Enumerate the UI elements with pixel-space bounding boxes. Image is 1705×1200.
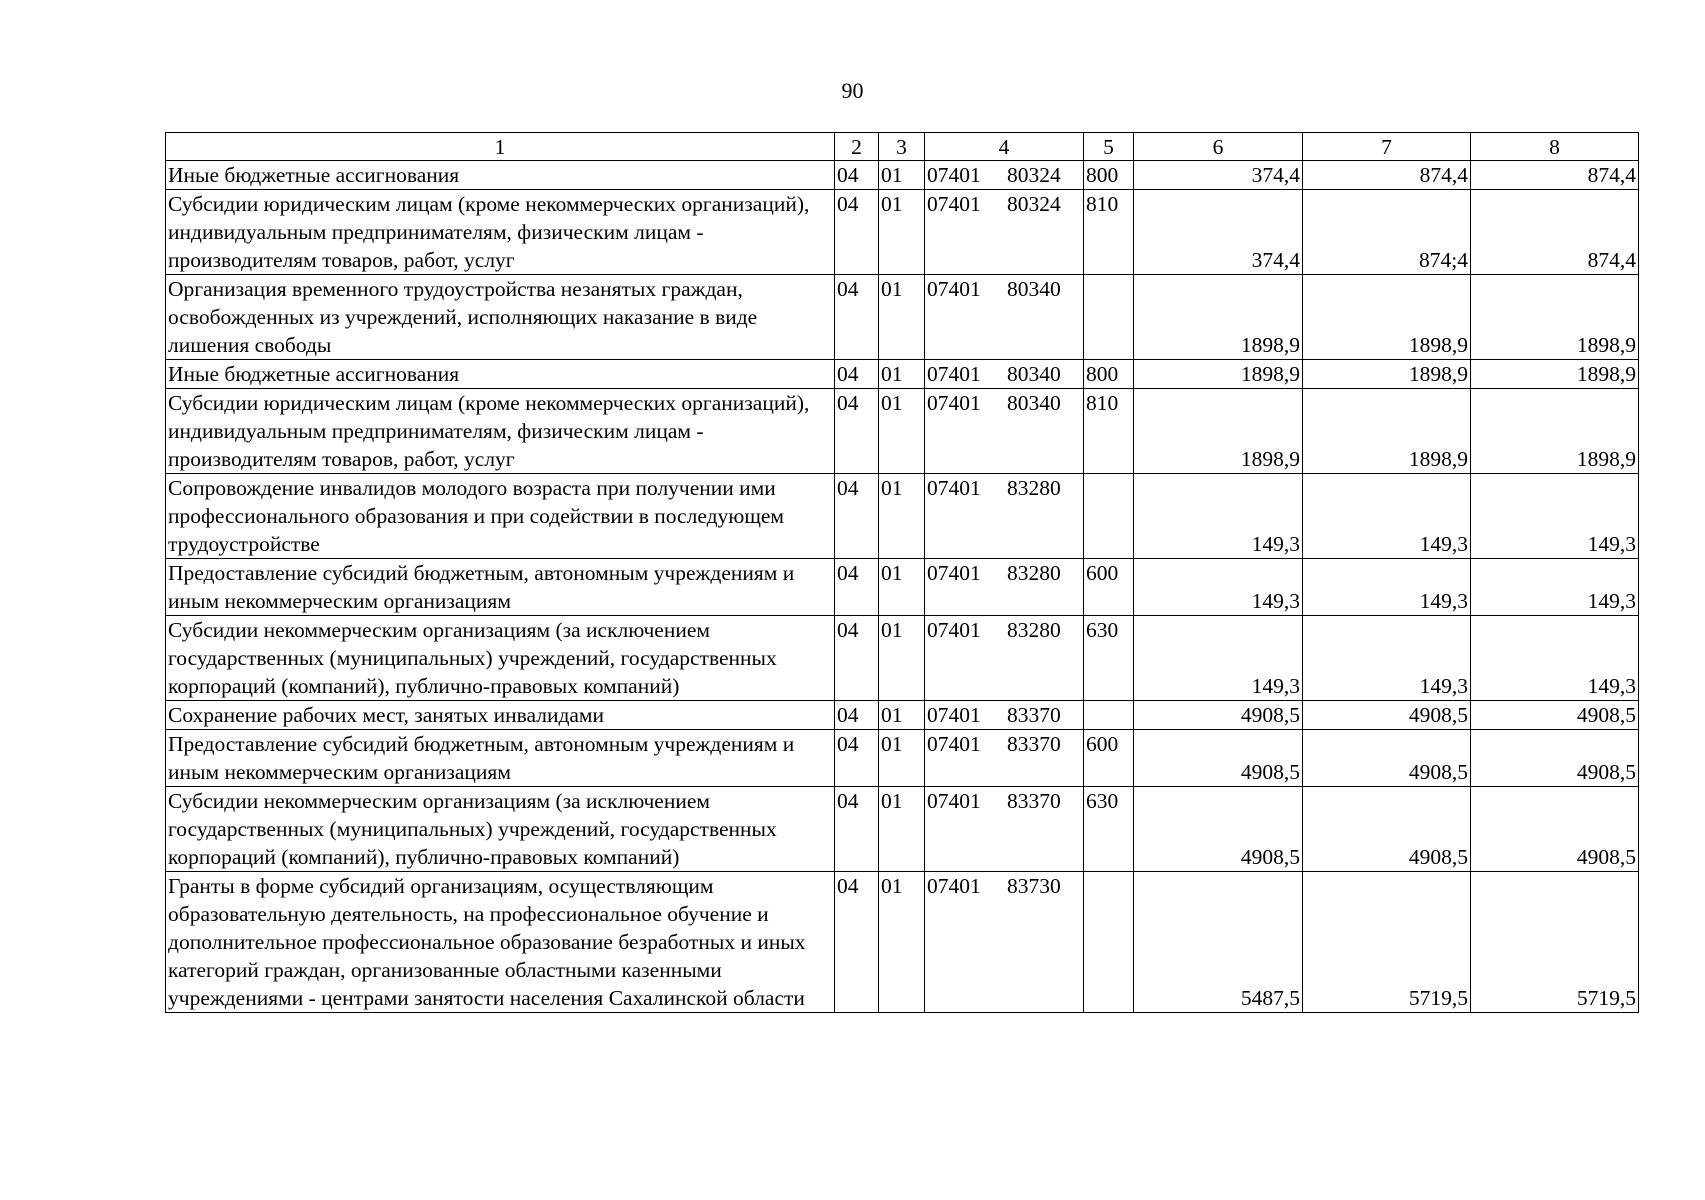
target-article-code	[925, 275, 1084, 360]
subsection-code: 01	[879, 730, 925, 787]
column-header: 5	[1084, 133, 1134, 161]
table-row	[166, 559, 1639, 616]
table-row	[166, 701, 1639, 730]
target-article-direction: 83730	[1007, 874, 1061, 898]
table-row	[166, 275, 1639, 360]
table-row	[166, 616, 1639, 701]
expense-name: Организация временного трудоустройства незанятых граждан, освобожденных из учреждений, исполняющих наказание в виде лишения свободы	[166, 275, 835, 360]
amount-col-8: 1898,9	[1471, 360, 1639, 389]
target-article-direction: 80340	[1007, 362, 1061, 386]
target-article-code	[925, 730, 1084, 787]
target-article-program: 07401	[927, 732, 981, 756]
amount-col-6: 1898,9	[1134, 389, 1303, 474]
target-article-code	[925, 161, 1084, 190]
amount-col-6: 374,4	[1134, 190, 1303, 275]
amount-col-6: 4908,5	[1134, 787, 1303, 872]
amount-col-8: 874,4	[1471, 190, 1639, 275]
column-header: 8	[1471, 133, 1639, 161]
expense-name: Предоставление субсидий бюджетным, автономным учреждениям и иным некоммерческим организациям	[166, 730, 835, 787]
section-code: 04	[835, 616, 879, 701]
amount-col-8: 149,3	[1471, 474, 1639, 559]
column-header: 1	[166, 133, 835, 161]
amount-col-8: 149,3	[1471, 616, 1639, 701]
table-row	[166, 190, 1639, 275]
amount-col-8: 149,3	[1471, 559, 1639, 616]
amount-col-7: 874;4	[1303, 190, 1471, 275]
table-body	[166, 161, 1639, 1013]
subsection-code: 01	[879, 474, 925, 559]
amount-col-7: 1898,9	[1303, 360, 1471, 389]
subsection-code: 01	[879, 787, 925, 872]
expense-name: Сопровождение инвалидов молодого возраста при получении ими профессионального образования и при содействии в последующем трудоустройстве	[166, 474, 835, 559]
expense-name: Субсидии юридическим лицам (кроме некоммерческих организаций), индивидуальным предпринимателям, физическим лицам - производителям товаров, работ, услуг	[166, 389, 835, 474]
section-code: 04	[835, 730, 879, 787]
section-code: 04	[835, 787, 879, 872]
column-header: 2	[835, 133, 879, 161]
target-article-program: 07401	[927, 703, 981, 727]
target-article-direction: 80324	[1007, 163, 1061, 187]
amount-col-6: 149,3	[1134, 616, 1303, 701]
target-article-program: 07401	[927, 192, 981, 216]
target-article-code	[925, 389, 1084, 474]
amount-col-8: 874,4	[1471, 161, 1639, 190]
target-article-direction: 80324	[1007, 192, 1061, 216]
subsection-code: 01	[879, 360, 925, 389]
table-row	[166, 730, 1639, 787]
table-row	[166, 474, 1639, 559]
amount-col-7: 4908,5	[1303, 730, 1471, 787]
amount-col-6: 4908,5	[1134, 730, 1303, 787]
table-row	[166, 389, 1639, 474]
section-code: 04	[835, 701, 879, 730]
target-article-program: 07401	[927, 277, 981, 301]
subsection-code: 01	[879, 559, 925, 616]
subsection-code: 01	[879, 161, 925, 190]
expense-type-code: 630	[1084, 787, 1134, 872]
expense-type-code	[1084, 275, 1134, 360]
expense-type-code: 600	[1084, 559, 1134, 616]
amount-col-6: 149,3	[1134, 559, 1303, 616]
target-article-program: 07401	[927, 476, 981, 500]
amount-col-6: 1898,9	[1134, 360, 1303, 389]
subsection-code: 01	[879, 275, 925, 360]
column-header: 4	[925, 133, 1084, 161]
target-article-code	[925, 701, 1084, 730]
amount-col-7: 149,3	[1303, 616, 1471, 701]
target-article-code	[925, 190, 1084, 275]
target-article-direction: 83280	[1007, 561, 1061, 585]
section-code: 04	[835, 161, 879, 190]
subsection-code: 01	[879, 616, 925, 701]
subsection-code: 01	[879, 872, 925, 1013]
section-code: 04	[835, 474, 879, 559]
expense-name: Иные бюджетные ассигнования	[166, 360, 835, 389]
amount-col-7: 4908,5	[1303, 787, 1471, 872]
subsection-code: 01	[879, 701, 925, 730]
subsection-code: 01	[879, 190, 925, 275]
target-article-program: 07401	[927, 561, 981, 585]
amount-col-8: 4908,5	[1471, 730, 1639, 787]
table-row	[166, 787, 1639, 872]
expense-type-code: 600	[1084, 730, 1134, 787]
expense-type-code	[1084, 872, 1134, 1013]
target-article-program: 07401	[927, 163, 981, 187]
section-code: 04	[835, 559, 879, 616]
target-article-program: 07401	[927, 362, 981, 386]
amount-col-7: 149,3	[1303, 559, 1471, 616]
section-code: 04	[835, 190, 879, 275]
expense-type-code	[1084, 474, 1134, 559]
target-article-code	[925, 474, 1084, 559]
target-article-direction: 83370	[1007, 732, 1061, 756]
amount-col-7: 149,3	[1303, 474, 1471, 559]
expense-name: Субсидии некоммерческим организациям (за исключением государственных (муниципальных) учреждений, государственных корпораций (компаний), публично-правовых компаний)	[166, 616, 835, 701]
amount-col-6: 4908,5	[1134, 701, 1303, 730]
target-article-direction: 83370	[1007, 789, 1061, 813]
expense-type-code: 810	[1084, 389, 1134, 474]
budget-table	[165, 132, 1639, 1013]
target-article-program: 07401	[927, 391, 981, 415]
expense-name: Субсидии некоммерческим организациям (за исключением государственных (муниципальных) учреждений, государственных корпораций (компаний), публично-правовых компаний)	[166, 787, 835, 872]
amount-col-7: 4908,5	[1303, 701, 1471, 730]
expense-type-code: 810	[1084, 190, 1134, 275]
amount-col-7: 1898,9	[1303, 275, 1471, 360]
amount-col-6: 1898,9	[1134, 275, 1303, 360]
target-article-program: 07401	[927, 874, 981, 898]
amount-col-6: 374,4	[1134, 161, 1303, 190]
page-number: 90	[841, 78, 864, 103]
target-article-code	[925, 872, 1084, 1013]
target-article-code	[925, 616, 1084, 701]
target-article-direction: 83370	[1007, 703, 1061, 727]
target-article-program: 07401	[927, 618, 981, 642]
target-article-code	[925, 360, 1084, 389]
table-header-row	[166, 133, 1639, 161]
section-code: 04	[835, 872, 879, 1013]
expense-name: Сохранение рабочих мест, занятых инвалидами	[166, 701, 835, 730]
section-code: 04	[835, 389, 879, 474]
column-header: 3	[879, 133, 925, 161]
expense-type-code	[1084, 701, 1134, 730]
target-article-code	[925, 787, 1084, 872]
expense-name: Гранты в форме субсидий организациям, осуществляющим образовательную деятельность, на профессиональное обучение и дополнительное профессиональное образование безработных и иных категорий граждан, организованные областными казенными учреждениями - центрами занятости населения Сахалинской области	[166, 872, 835, 1013]
table-row	[166, 360, 1639, 389]
expense-name: Предоставление субсидий бюджетным, автономным учреждениям и иным некоммерческим организациям	[166, 559, 835, 616]
expense-name: Субсидии юридическим лицам (кроме некоммерческих организаций), индивидуальным предпринимателям, физическим лицам - производителям товаров, работ, услуг	[166, 190, 835, 275]
expense-type-code: 800	[1084, 360, 1134, 389]
amount-col-8: 5719,5	[1471, 872, 1639, 1013]
amount-col-8: 4908,5	[1471, 787, 1639, 872]
target-article-program: 07401	[927, 789, 981, 813]
target-article-direction: 83280	[1007, 618, 1061, 642]
subsection-code: 01	[879, 389, 925, 474]
amount-col-8: 4908,5	[1471, 701, 1639, 730]
target-article-code	[925, 559, 1084, 616]
expense-type-code: 800	[1084, 161, 1134, 190]
target-article-direction: 80340	[1007, 277, 1061, 301]
table-row	[166, 161, 1639, 190]
column-header: 7	[1303, 133, 1471, 161]
section-code: 04	[835, 360, 879, 389]
amount-col-8: 1898,9	[1471, 275, 1639, 360]
column-header: 6	[1134, 133, 1303, 161]
expense-name: Иные бюджетные ассигнования	[166, 161, 835, 190]
target-article-direction: 83280	[1007, 476, 1061, 500]
expense-type-code: 630	[1084, 616, 1134, 701]
amount-col-7: 1898,9	[1303, 389, 1471, 474]
section-code: 04	[835, 275, 879, 360]
amount-col-8: 1898,9	[1471, 389, 1639, 474]
table-row	[166, 872, 1639, 1013]
amount-col-7: 5719,5	[1303, 872, 1471, 1013]
target-article-direction: 80340	[1007, 391, 1061, 415]
amount-col-7: 874,4	[1303, 161, 1471, 190]
amount-col-6: 5487,5	[1134, 872, 1303, 1013]
amount-col-6: 149,3	[1134, 474, 1303, 559]
